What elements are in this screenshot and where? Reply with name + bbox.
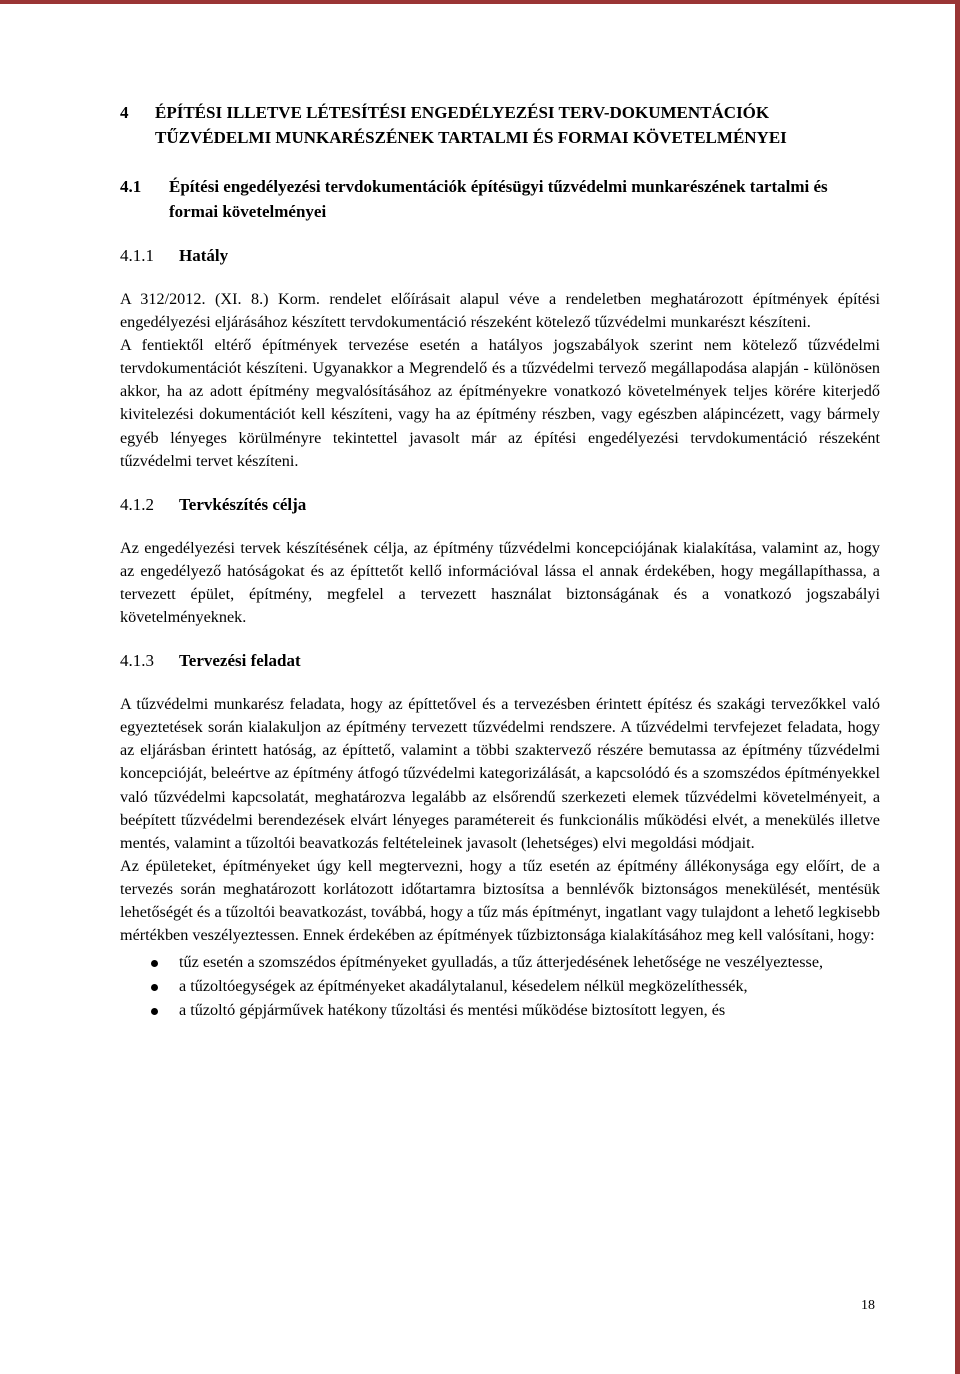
- heading-number: 4.1.2: [120, 494, 154, 514]
- subsection-title: Építési engedélyezési tervdokumentációk építésügyi tűzvédelmi munkarészének tartalmi és formai követelményei: [169, 177, 828, 221]
- list-item: [120, 951, 880, 974]
- heading-title: Tervkészítés célja: [179, 494, 307, 514]
- list-item-text: tűz esetén a szomszédos építményeket gyulladás, a tűz átterjedésének lehetősége ne veszélyeztesse,: [179, 953, 824, 972]
- section-title: ÉPÍTÉSI ILLETVE LÉTESÍTÉSI ENGEDÉLYEZÉSI TERV-DOKUMENTÁCIÓK TŰZVÉDELMI MUNKARÉSZÉNEK TARTALMI ÉS FORMAI KÖVETELMÉNYEI: [155, 103, 787, 147]
- list-item-text: a tűzoltóegységek az építményeket akadálytalanul, késedelem nélkül megközelíthessék,: [179, 977, 748, 996]
- bullet-icon: [151, 984, 158, 991]
- subsection-heading: [120, 174, 880, 224]
- list-item: [120, 999, 880, 1022]
- heading-cel: [120, 493, 880, 517]
- document-page: [120, 100, 880, 1023]
- paragraph: Az épületeket, építményeket úgy kell megtervezni, hogy a tűz esetén az építmény állékonysága egy előírt, de a tervezés során meghatározott korlátozott időtartamra biztosítsa a bennlévők biztonságos menekülését, mentésük lehetőségét és a tűzoltói beavatkozást, továbbá, hogy a tűz más építményt, ingatlant vagy tulajdont a lehető legkisebb mértékben veszélyeztessen. Ennek érdekében az építmények tűzbiztonsága kialakításához meg kell valósítani, hogy:: [120, 856, 880, 945]
- subsection-number: 4.1: [120, 177, 142, 196]
- heading-feladat: [120, 649, 880, 673]
- paragraph: Az engedélyezési tervek készítésének célja, az építmény tűzvédelmi koncepciójának kialakítása, valamint az, hogy az engedélyező hatóságokat és az építtetőt kellő információval lássa el annak érdekében, hogy megállapíthassa, a tervezett épület, építmény, megfelel a tervezett használat biztonságának és a vonatkozó jogszabályi követelményeknek.: [120, 538, 880, 627]
- paragraph: A tűzvédelmi munkarész feladata, hogy az építtetővel és a tervezésben érintett építész és szakági tervezőkkel való egyeztetések során kialakuljon az építmény tervezett tűzvédelmi rendszere. A tűzvédelmi tervfejezet feladata, hogy az eljárásban érintett hatóság, az építtető, valamint a többi szaktervező részére bemutassa az építmény tűzvédelmi koncepcióját, beleértve az építmény átfogó tűzvédelmi kategorizálását, a kapcsolódó és a szomszédos építményekkel való tűzvédelmi kapcsolatát, meghatározva legalább az elsőrendű szerkezeti elemek tűzvédelmi követelményeit, a beépített tűzvédelmi berendezések elvárt lényeges paramétereit és funkcionális működési elvét, a menekülés illetve mentés, valamint a tűzoltói beavatkozás feltételeinek javasolt (lehetséges) elvi megoldási módjait.: [120, 695, 880, 852]
- page-number: 18: [861, 1298, 875, 1313]
- bullet-icon: [151, 960, 158, 967]
- paragraph: A fentiektől eltérő építmények tervezése esetén a hatályos jogszabályok szerint nem kötelező tűzvédelmi tervdokumentációt készíteni. Ugyanakkor a Megrendelő és a tűzvédelmi tervező megállapodása alapján - különösen akkor, ha az adott építmény megvalósításához az építményekre vonatkozó követelmények teljes körére kiterjedő kivitelezési dokumentációt kell készíteni, vagy ha az építmény részben, vagy egészben alápincézett, vagy bármely egyéb lényeges körülményre tekintettel javasolt már az építési engedélyezési tervdokumentáció részeként tűzvédelmi tervet készíteni.: [120, 336, 880, 470]
- paragraph: A 312/2012. (XI. 8.) Korm. rendelet előírásait alapul véve a rendeletben meghatározott építmények építési engedélyezési eljárásához készített tervdokumentáció részeként kötelező tűzvédelmi munkarészt készíteni.: [120, 290, 880, 332]
- section-number: 4: [120, 103, 129, 122]
- heading-hataly: [120, 244, 880, 268]
- page-frame-top: [0, 0, 960, 4]
- list-item: [120, 975, 880, 998]
- bullet-icon: [151, 1008, 158, 1015]
- heading-title: Hatály: [179, 246, 229, 265]
- heading-number: 4.1.1: [120, 246, 154, 265]
- section-heading: [120, 100, 880, 150]
- page-frame-right: [955, 0, 960, 1374]
- requirement-list: [120, 951, 880, 1022]
- heading-number: 4.1.3: [120, 651, 154, 671]
- heading-title: Tervezési feladat: [179, 651, 301, 671]
- list-item-text: a tűzoltó gépjárművek hatékony tűzoltási és mentési működése biztosított legyen, és: [179, 1001, 726, 1020]
